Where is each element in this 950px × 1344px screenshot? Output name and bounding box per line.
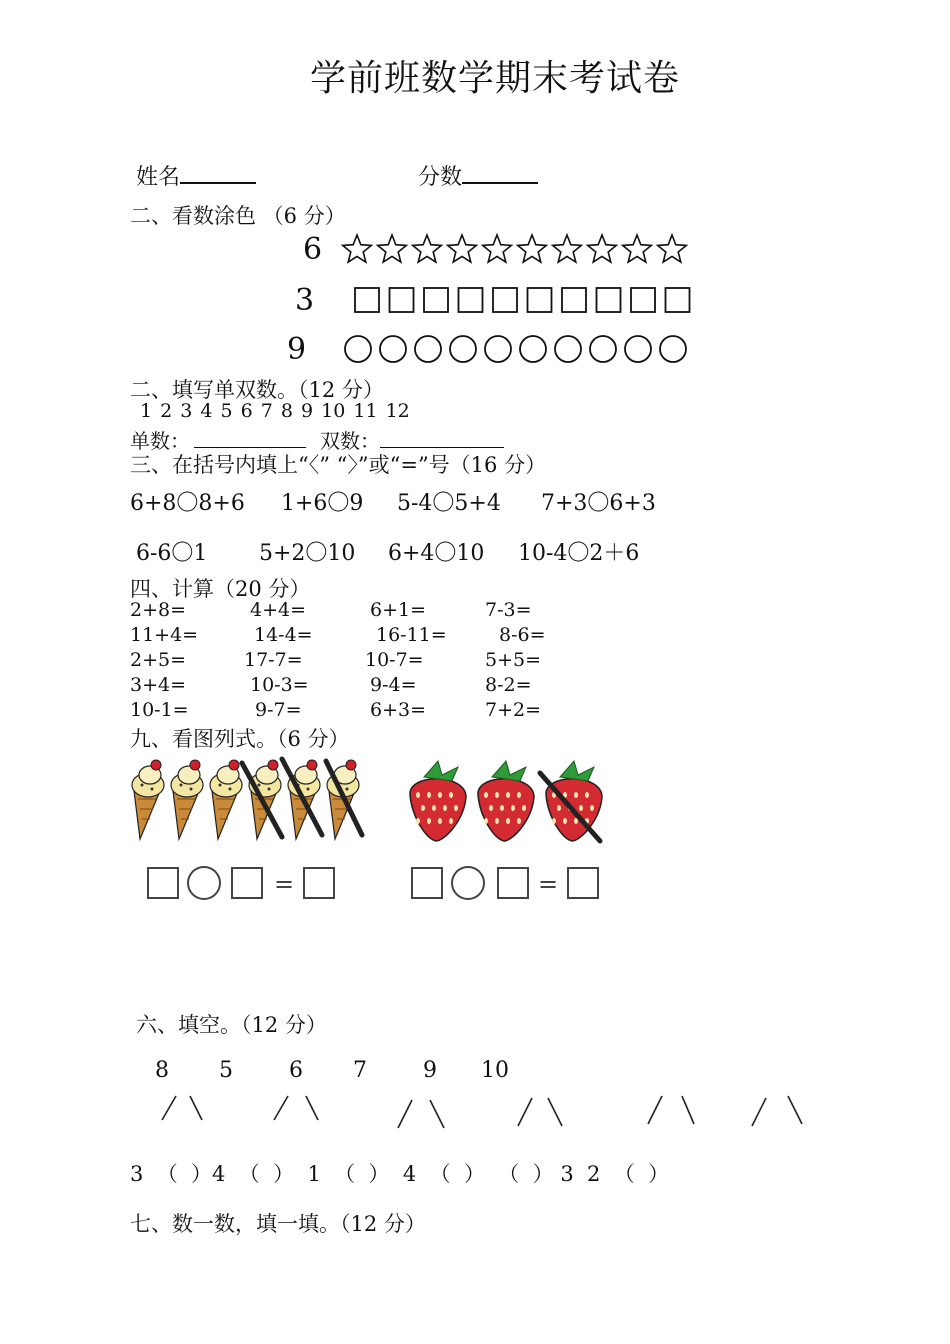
odd-blank[interactable] (194, 429, 306, 448)
section-heading-odd-even: 二、填写单双数。（12 分） (130, 378, 384, 402)
ice-cream-icon (130, 755, 370, 845)
compare-item[interactable]: 1+6〇9 (281, 491, 364, 516)
circle-outline-icon[interactable] (415, 336, 441, 362)
calc-problem[interactable]: 5+5= (485, 649, 542, 671)
page-title: 学前班数学期末考试卷 (309, 58, 680, 99)
square-outline-icon[interactable] (352, 285, 702, 315)
square-outline-icon[interactable] (562, 288, 586, 312)
square-outline-icon[interactable] (597, 288, 621, 312)
calc-problem[interactable]: 10-3= (250, 674, 309, 696)
square-outline-icon[interactable] (390, 288, 414, 312)
compare-item[interactable]: 6+4〇10 (388, 541, 485, 566)
star-outline-icon[interactable] (658, 235, 687, 262)
circle-outline-icon[interactable] (485, 336, 511, 362)
square-outline-icon[interactable] (528, 288, 552, 312)
calc-problem[interactable]: 9-4= (370, 674, 417, 696)
calc-problem[interactable]: 10-1= (130, 699, 189, 721)
row-number: 9 (287, 332, 307, 367)
calc-problem[interactable]: 9-7= (255, 699, 302, 721)
ice-cream-icon (132, 760, 164, 839)
name-blank[interactable] (180, 162, 256, 184)
calc-problem[interactable]: 6+1= (370, 599, 427, 621)
calc-problem[interactable]: 7+2= (485, 699, 542, 721)
calc-problem[interactable]: 16-11= (376, 624, 447, 646)
split-top-number: 9 (423, 1058, 437, 1083)
calc-problem[interactable]: 2+8= (130, 599, 187, 621)
section-heading-compare: 三、在括号内填上“〈” “〉”或“=”号（16 分） (130, 453, 547, 477)
calc-problem[interactable]: 2+5= (130, 649, 187, 671)
square-outline-icon[interactable] (459, 288, 483, 312)
strawberry-icon (404, 755, 609, 847)
square-row (352, 285, 702, 319)
operator-circle[interactable] (452, 867, 484, 899)
section-heading-calculate: 四、计算（20 分） (130, 577, 311, 601)
calc-problem[interactable]: 6+3= (370, 699, 427, 721)
equals-sign: = (274, 870, 295, 898)
equation-boxes-right[interactable] (404, 860, 614, 908)
ice-cream-icon (171, 760, 203, 839)
star-outline-icon[interactable] (588, 235, 617, 262)
equals-sign: = (538, 870, 559, 898)
circle-outline-icon[interactable] (343, 334, 693, 364)
calc-problem[interactable]: 4+4= (250, 599, 307, 621)
compare-item[interactable]: 5-4〇5+4 (397, 491, 501, 516)
answer-box[interactable] (148, 868, 178, 898)
square-outline-icon[interactable] (631, 288, 655, 312)
compare-item[interactable]: 6-6〇1 (136, 541, 208, 566)
even-label: 双数： (320, 429, 380, 453)
calc-problem[interactable]: 8-6= (499, 624, 546, 646)
even-blank[interactable] (380, 429, 504, 448)
row-number: 3 (295, 283, 315, 318)
score-blank[interactable] (462, 162, 538, 184)
star-row (340, 232, 700, 272)
section-heading-picture-equation: 九、看图列式。（6 分） (130, 727, 350, 751)
star-outline-icon[interactable] (340, 232, 700, 268)
section-heading-color-by-number: 二、看数涂色 （6 分） (130, 204, 346, 228)
odd-label: 单数： (130, 429, 190, 453)
square-outline-icon[interactable] (666, 288, 690, 312)
split-top-number: 10 (481, 1058, 509, 1083)
calc-problem[interactable]: 17-7= (244, 649, 303, 671)
star-outline-icon[interactable] (343, 235, 372, 262)
operator-circle[interactable] (188, 867, 220, 899)
strawberry-picture (404, 755, 609, 851)
split-branches (150, 1090, 820, 1139)
calc-problem[interactable]: 8-2= (485, 674, 532, 696)
section-heading-count: 七、数一数，填一填。（12 分） (130, 1212, 426, 1236)
star-outline-icon[interactable] (378, 235, 407, 262)
circle-outline-icon[interactable] (660, 336, 686, 362)
split-top-number: 7 (353, 1058, 367, 1083)
split-top-number: 8 (155, 1058, 169, 1083)
ice-cream-picture (130, 755, 370, 849)
split-bottom-row[interactable]: 3 （ ）4 （ ） 1 （ ） 4 （ ） （ ） 3 2 （ ） (130, 1162, 670, 1186)
split-top-number: 5 (219, 1058, 233, 1083)
square-outline-icon[interactable] (424, 288, 448, 312)
star-outline-icon[interactable] (413, 235, 442, 262)
star-outline-icon[interactable] (553, 235, 582, 262)
compare-item[interactable]: 7+3〇6+3 (541, 491, 656, 516)
ice-cream-icon (210, 760, 242, 839)
row-number: 6 (303, 232, 323, 267)
answer-box[interactable] (304, 868, 334, 898)
circle-outline-icon[interactable] (555, 336, 581, 362)
circle-row (343, 334, 693, 368)
calc-problem[interactable]: 14-4= (254, 624, 313, 646)
calc-problem[interactable]: 10-7= (365, 649, 424, 671)
circle-outline-icon[interactable] (625, 336, 651, 362)
calc-problem[interactable]: 11+4= (130, 624, 199, 646)
star-outline-icon[interactable] (623, 235, 652, 262)
circle-outline-icon[interactable] (380, 336, 406, 362)
strawberry-icon (478, 761, 534, 841)
star-outline-icon[interactable] (448, 235, 477, 262)
calc-problem[interactable]: 7-3= (485, 599, 532, 621)
score-label: 分数 (418, 165, 463, 190)
compare-item[interactable]: 6+8〇8+6 (130, 491, 245, 516)
star-outline-icon[interactable] (483, 235, 512, 262)
name-field[interactable] (136, 160, 256, 191)
calc-problem[interactable]: 3+4= (130, 674, 187, 696)
answer-box[interactable] (232, 868, 262, 898)
circle-outline-icon[interactable] (590, 336, 616, 362)
circle-outline-icon[interactable] (345, 336, 371, 362)
circle-outline-icon[interactable] (450, 336, 476, 362)
section-heading-fill-blank: 六、填空。（12 分） (136, 1013, 327, 1037)
name-label: 姓名 (136, 165, 181, 190)
answer-box[interactable] (412, 868, 442, 898)
star-outline-icon[interactable] (518, 235, 547, 262)
number-sequence: 1 2 3 4 5 6 7 8 9 10 11 12 (140, 400, 410, 422)
strawberry-icon (546, 761, 602, 841)
square-outline-icon[interactable] (493, 288, 517, 312)
compare-item[interactable]: 10-4〇2＋6 (518, 541, 640, 566)
strawberry-icon (410, 761, 466, 841)
score-field[interactable] (418, 160, 538, 191)
answer-box[interactable] (568, 868, 598, 898)
compare-item[interactable]: 5+2〇10 (259, 541, 356, 566)
answer-box[interactable] (498, 868, 528, 898)
split-top-number: 6 (289, 1058, 303, 1083)
square-outline-icon[interactable] (355, 288, 379, 312)
equation-boxes-left[interactable] (140, 860, 350, 908)
circle-outline-icon[interactable] (520, 336, 546, 362)
